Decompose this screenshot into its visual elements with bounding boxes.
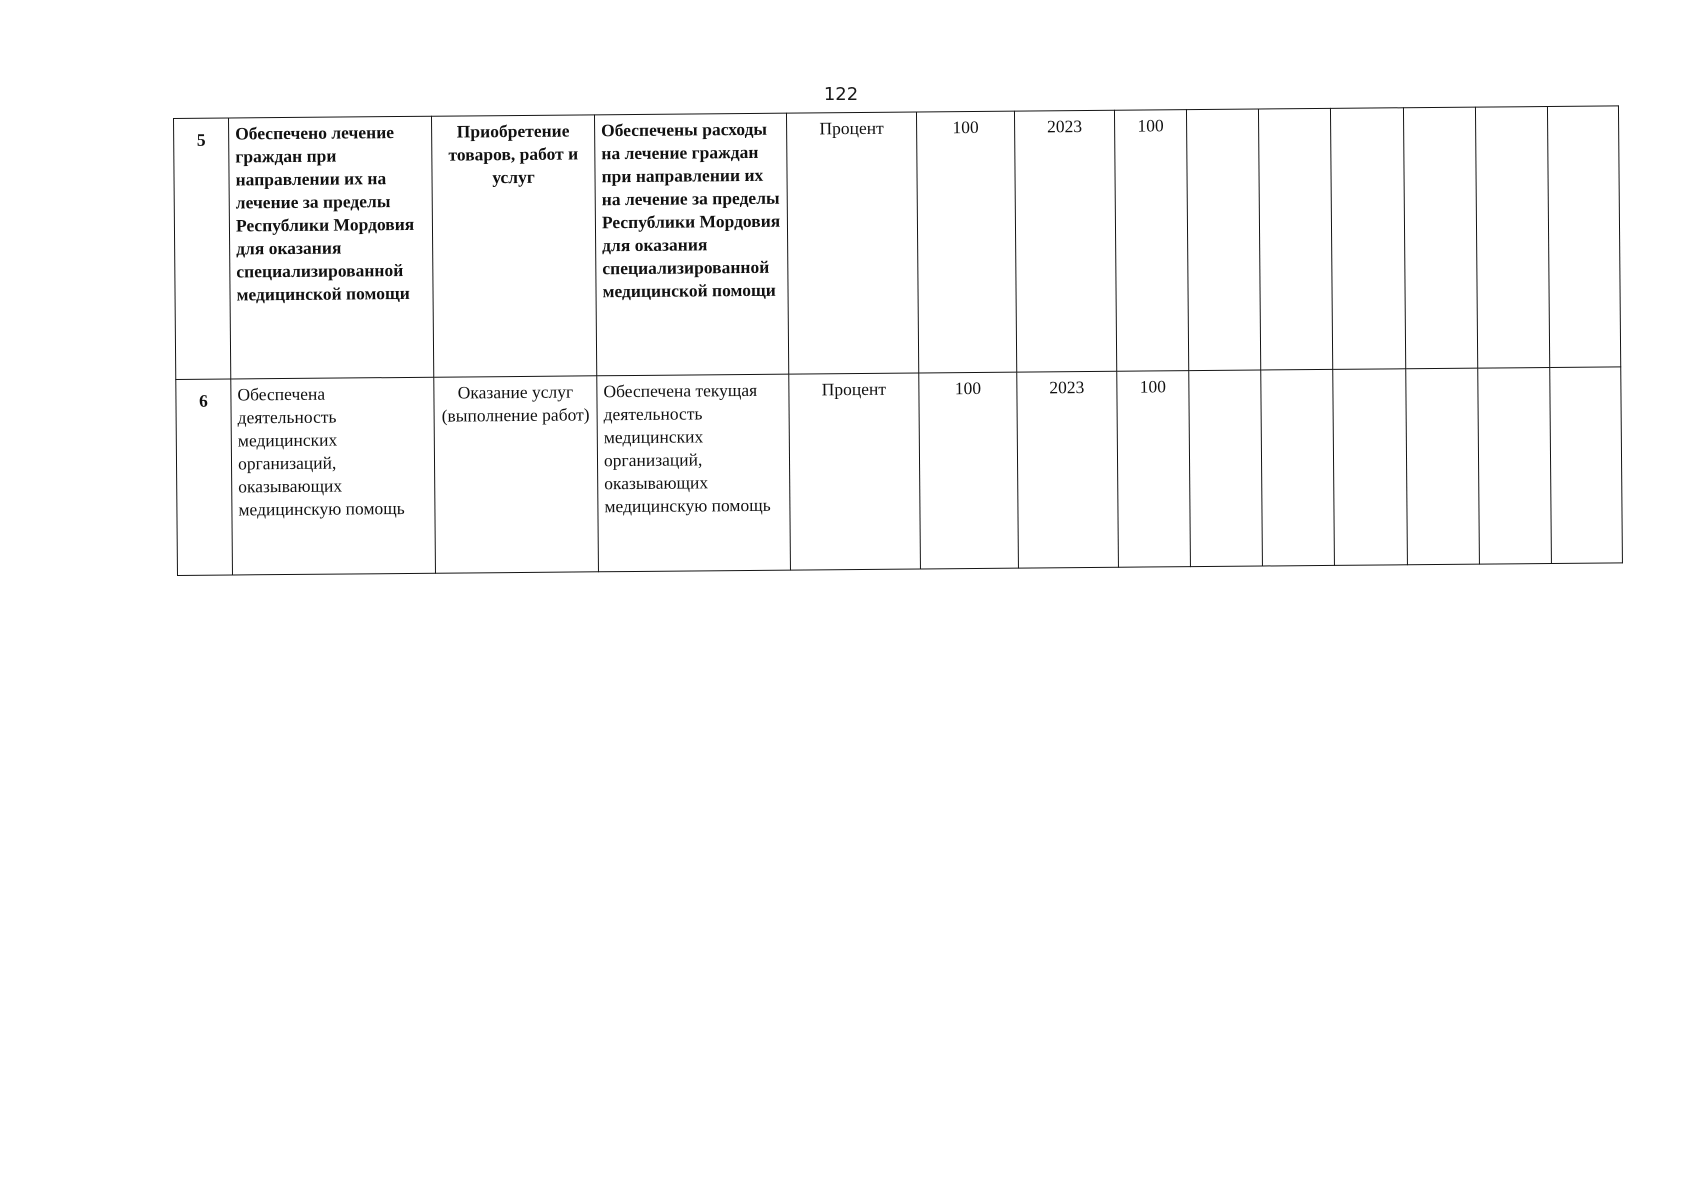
table-container: [173, 105, 1622, 576]
empty-cell: [1550, 367, 1623, 564]
empty-cell: [1261, 369, 1335, 566]
empty-cell: [1403, 107, 1477, 369]
result-type-cell: Приобретение товаров, работ и услуг: [431, 115, 596, 377]
unit-cell: Процент: [789, 373, 921, 570]
base-value-cell: 100: [919, 372, 1019, 569]
result-name-cell: Обеспечена деятельность медицинских организаций, оказывающих медицинскую помощь: [231, 377, 436, 575]
results-table: [173, 105, 1623, 576]
empty-cell: [1478, 367, 1552, 564]
unit-cell: Процент: [786, 112, 918, 374]
value-cell: 100: [1117, 371, 1191, 568]
year-cell: 2023: [1017, 371, 1119, 568]
empty-cell: [1186, 109, 1260, 371]
row-number: 6: [176, 379, 233, 575]
empty-cell: [1258, 108, 1332, 370]
empty-cell: [1330, 108, 1405, 370]
result-name-cell: Обеспечено лечение граждан при направлении их на лечение за пределы Республики Мордовия для оказания специализированной медицинской помощи: [229, 116, 434, 379]
empty-cell: [1189, 370, 1263, 567]
table-row: [176, 367, 1623, 576]
result-type-cell: Оказание услуг (выполнение работ): [434, 376, 599, 573]
empty-cell: [1547, 106, 1620, 368]
row-number: 5: [174, 118, 231, 379]
page-number: 122: [823, 84, 859, 105]
empty-cell: [1406, 368, 1480, 565]
description-cell: Обеспечена текущая деятельность медицинских организаций, оказывающих медицинскую помощь: [597, 374, 791, 572]
year-cell: 2023: [1014, 110, 1116, 372]
empty-cell: [1475, 107, 1549, 369]
base-value-cell: 100: [916, 111, 1016, 373]
value-cell: 100: [1114, 110, 1188, 372]
description-cell: Обеспечены расходы на лечение граждан при направлении их на лечение за пределы Республики Мордовия для оказания специализированной медицинской помощи: [594, 113, 788, 376]
empty-cell: [1333, 369, 1408, 566]
table-row: [174, 106, 1621, 380]
